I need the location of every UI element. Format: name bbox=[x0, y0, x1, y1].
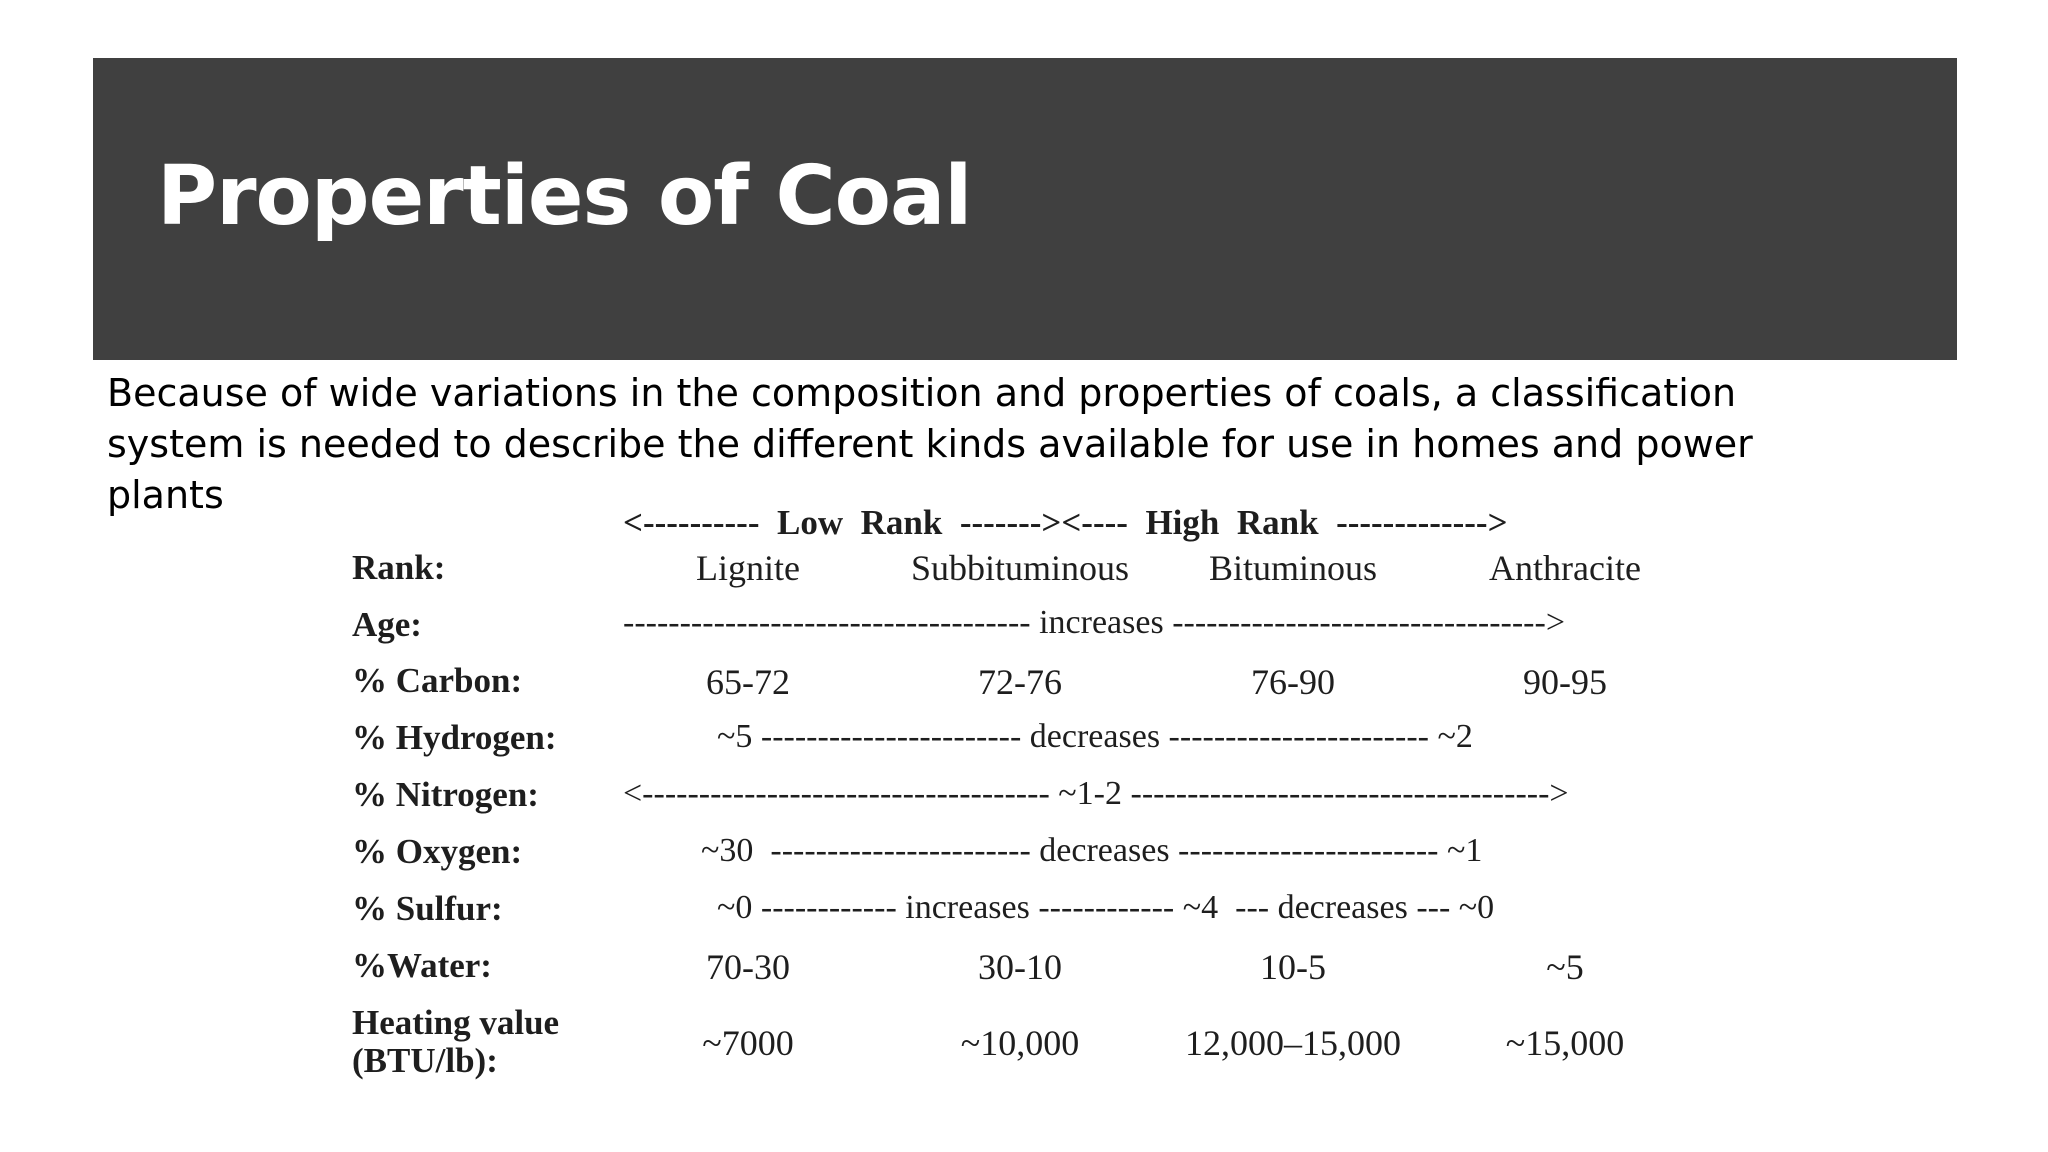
carbon-lignite: 65-72 bbox=[706, 662, 790, 702]
rank-anthracite: Anthracite bbox=[1489, 548, 1641, 588]
carbon-bituminous: 76-90 bbox=[1251, 662, 1335, 702]
heating-value-label bbox=[352, 1004, 559, 1080]
water-subbituminous: 30-10 bbox=[978, 947, 1062, 987]
rank-lignite: Lignite bbox=[696, 548, 800, 588]
sulfur-trend: ~0 ------------ increases ------------ ~4 --- decreases --- ~0 bbox=[717, 889, 1495, 926]
coal-properties-table bbox=[340, 490, 1720, 1150]
hydrogen-trend: ~5 ----------------------- decreases ----------------------- ~2 bbox=[717, 718, 1473, 755]
oxygen-trend: ~30 ----------------------- decreases ----------------------- ~1 bbox=[701, 832, 1483, 869]
heating-value-label-line2: (BTU/lb): bbox=[352, 1041, 498, 1080]
low-rank-arrow-left: <---------- bbox=[623, 503, 760, 542]
nitrogen-trend: <------------------------------------ ~1-2 -------------------------------------> bbox=[623, 775, 1569, 812]
heating-bituminous: 12,000–15,000 bbox=[1185, 1023, 1401, 1063]
carbon-label: % Carbon: bbox=[352, 661, 523, 700]
hydrogen-label: % Hydrogen: bbox=[352, 718, 557, 757]
water-lignite: 70-30 bbox=[706, 947, 790, 987]
nitrogen-label: % Nitrogen: bbox=[352, 775, 539, 814]
carbon-anthracite: 90-95 bbox=[1523, 662, 1607, 702]
heating-anthracite: ~15,000 bbox=[1505, 1023, 1625, 1063]
slide-body-text: Because of wide variations in the composition and properties of coals, a classification system is needed to describe the different kinds available for use in homes and power plants bbox=[107, 371, 1753, 517]
rank-divider-arrows: -------><---- bbox=[959, 503, 1128, 542]
water-label: %Water: bbox=[352, 946, 492, 985]
heating-lignite: ~7000 bbox=[702, 1023, 794, 1063]
low-rank-label: Low Rank bbox=[777, 503, 943, 542]
age-trend: ------------------------------------ increases ---------------------------------> bbox=[623, 604, 1566, 641]
rank-scale-header bbox=[623, 503, 1508, 543]
water-bituminous: 10-5 bbox=[1260, 947, 1326, 987]
age-label: Age: bbox=[352, 605, 422, 644]
high-rank-label: High Rank bbox=[1145, 503, 1319, 542]
title-bar bbox=[93, 58, 1957, 360]
water-anthracite: ~5 bbox=[1546, 947, 1584, 987]
rank-bituminous: Bituminous bbox=[1208, 548, 1378, 588]
carbon-subbituminous: 72-76 bbox=[978, 662, 1062, 702]
oxygen-label: % Oxygen: bbox=[352, 832, 523, 871]
rank-label: Rank: bbox=[352, 548, 446, 587]
slide-title: Properties of Coal bbox=[157, 149, 972, 244]
high-rank-arrow-right: -------------> bbox=[1336, 503, 1508, 542]
heating-value-label-line1: Heating value bbox=[352, 1003, 560, 1042]
rank-subbituminous: Subbituminous bbox=[910, 548, 1130, 588]
sulfur-label: % Sulfur: bbox=[352, 889, 503, 928]
heating-subbituminous: ~10,000 bbox=[960, 1023, 1080, 1063]
